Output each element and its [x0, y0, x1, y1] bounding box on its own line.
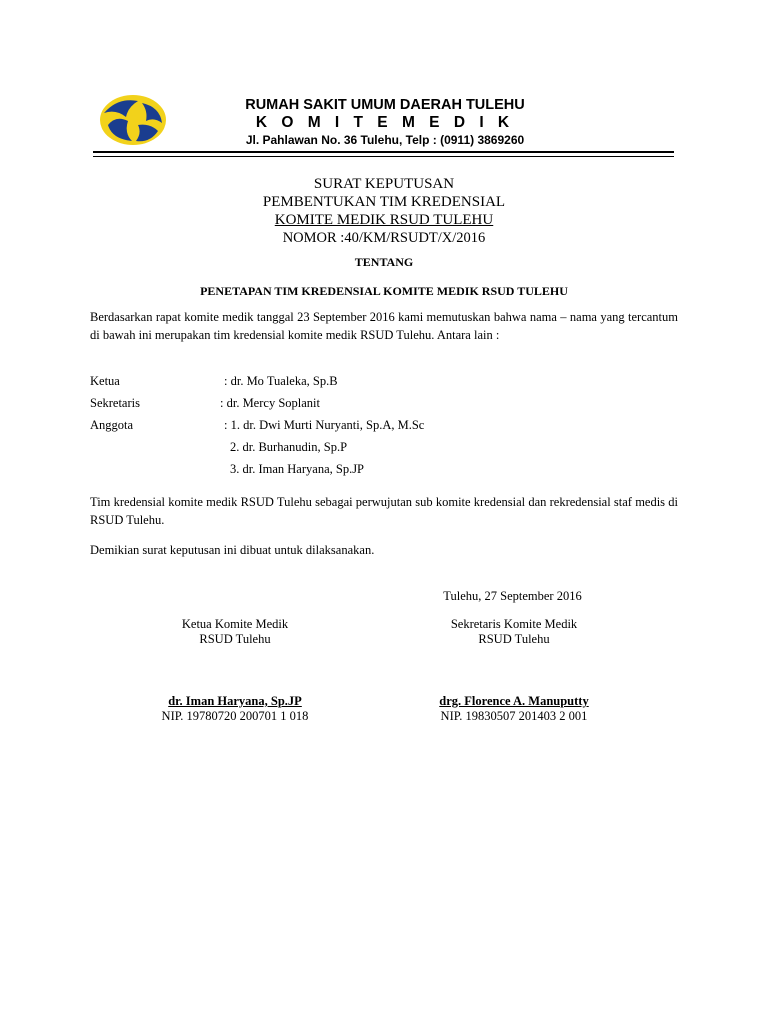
- hospital-logo-icon: [98, 93, 168, 147]
- letterhead: [170, 96, 600, 149]
- signer-role: Ketua Komite Medik: [181, 617, 289, 631]
- letterhead-divider-thick: [93, 151, 674, 153]
- member-label: Anggota: [90, 418, 134, 432]
- member-value: : dr. Mo Tualeka, Sp.B: [224, 374, 338, 388]
- letterhead-divider-thin: [93, 156, 674, 157]
- signer-name: drg. Florence A. Manuputty: [439, 694, 589, 708]
- tentang-heading: TENTANG: [354, 255, 414, 269]
- signer-org: RSUD Tulehu: [199, 632, 271, 646]
- decree-subject: PENETAPAN TIM KREDENSIAL KOMITE MEDIK RSUD TULEHU: [200, 284, 568, 298]
- signer-nip: NIP. 19830507 201403 2 001: [440, 709, 588, 723]
- title-line-3: KOMITE MEDIK RSUD TULEHU: [274, 212, 494, 228]
- signer-role: Sekretaris Komite Medik: [450, 617, 578, 631]
- decree-title: [0, 175, 768, 247]
- opening-paragraph: Berdasarkan rapat komite medik tanggal 23 September 2016 kami memutuskan bahwa nama – nama yang tercantum di bawah ini merupakan tim kredensial komite medik RSUD Tulehu. Antara lain :: [90, 310, 678, 342]
- committee-name: K O M I T E M E D I K: [255, 114, 515, 131]
- place-date: Tulehu, 27 September 2016: [443, 589, 582, 603]
- institution-name: RUMAH SAKIT UMUM DAERAH TULEHU: [245, 97, 525, 113]
- purpose-paragraph: Tim kredensial komite medik RSUD Tulehu sebagai perwujutan sub komite kredensial dan rekredensial staf medis di RSUD Tulehu.: [90, 495, 678, 527]
- member-value: 3. dr. Iman Haryana, Sp.JP: [230, 462, 365, 476]
- signature-block-chair: [115, 617, 355, 724]
- institution-address: Jl. Pahlawan No. 36 Tulehu, Telp : (0911) 3869260: [245, 133, 525, 147]
- member-value: 2. dr. Burhanudin, Sp.P: [230, 440, 348, 454]
- signature-block-secretary: [394, 617, 634, 724]
- member-label: Sekretaris: [90, 396, 140, 410]
- signer-org: RSUD Tulehu: [478, 632, 550, 646]
- title-line-2: PEMBENTUKAN TIM KREDENSIAL: [262, 194, 506, 210]
- signer-name: dr. Iman Haryana, Sp.JP: [168, 694, 302, 708]
- decree-number: NOMOR :40/KM/RSUDT/X/2016: [282, 230, 486, 246]
- closing-paragraph: Demikian surat keputusan ini dibuat untuk dilaksanakan.: [90, 543, 375, 557]
- title-line-1: SURAT KEPUTUSAN: [313, 176, 455, 192]
- member-value: : 1. dr. Dwi Murti Nuryanti, Sp.A, M.Sc: [224, 418, 425, 432]
- member-label: Ketua: [90, 374, 120, 388]
- member-value: : dr. Mercy Soplanit: [220, 396, 320, 410]
- signer-nip: NIP. 19780720 200701 1 018: [161, 709, 309, 723]
